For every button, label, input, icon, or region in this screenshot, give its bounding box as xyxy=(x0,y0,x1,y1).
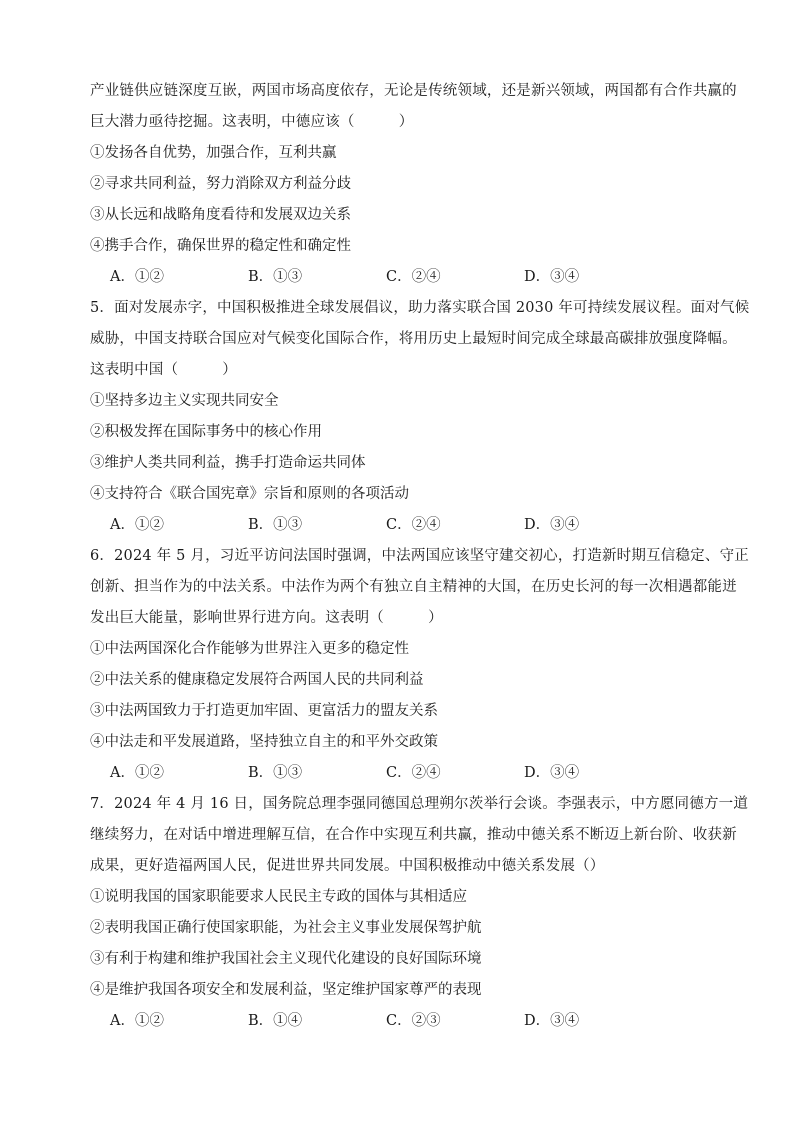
answer-options xyxy=(90,758,710,789)
statement-item: ④携手合作，确保世界的稳定性和确定性 xyxy=(90,238,351,254)
question-stem-line: 7．2024 年 4 月 16 日，国务院总理李强同德国总理朔尔茨举行会谈。李强表示，中方愿同德方一道 xyxy=(90,796,749,812)
question-4-continued xyxy=(90,76,737,293)
answer-options xyxy=(90,262,710,293)
question-stem-line: 发出巨大能量，影响世界行进方向。这表明（ ） xyxy=(90,610,443,626)
statement-item: ③有利于构建和维护我国社会主义现代化建设的良好国际环境 xyxy=(90,951,482,967)
option-b[interactable]: B．①③ xyxy=(248,765,303,781)
statement-item: ②表明我国正确行使国家职能，为社会主义事业发展保驾护航 xyxy=(90,920,482,936)
question-6 xyxy=(90,541,749,789)
question-stem-line: 继续努力，在对话中增进理解互信，在合作中实现互利共赢，推动中德关系不断迈上新台阶、收获新 xyxy=(90,827,737,843)
option-c[interactable]: C．②③ xyxy=(386,1013,441,1029)
option-b[interactable]: B．①③ xyxy=(248,269,303,285)
question-stem-line: 创新、担当作为的中法关系。中法作为两个有独立自主精神的大国，在历史长河的每一次相遇都能迸 xyxy=(90,579,737,595)
question-stem-line: 这表明中国（ ） xyxy=(90,362,237,378)
question-5 xyxy=(90,293,750,541)
option-a[interactable]: A．①② xyxy=(110,269,164,285)
question-stem-line: 6．2024 年 5 月，习近平访问法国时强调，中法两国应该坚守建交初心，打造新时期互信稳定、守正 xyxy=(90,548,749,564)
question-stem-line: 成果，更好造福两国人民，促进世界共同发展。中国积极推动中德关系发展（） xyxy=(90,858,605,874)
option-a[interactable]: A．①② xyxy=(110,1013,164,1029)
statement-item: ④是维护我国各项安全和发展利益，坚定维护国家尊严的表现 xyxy=(90,982,482,998)
option-c[interactable]: C．②④ xyxy=(386,269,441,285)
statement-item: ③维护人类共同利益，携手打造命运共同体 xyxy=(90,455,366,471)
option-b[interactable]: B．①④ xyxy=(248,1013,303,1029)
option-d[interactable]: D．③④ xyxy=(524,517,580,533)
question-stem-line: 巨大潜力亟待挖掘。这表明，中德应该（ ） xyxy=(90,114,414,130)
option-d[interactable]: D．③④ xyxy=(524,1013,580,1029)
option-b[interactable]: B．①③ xyxy=(248,517,303,533)
question-7 xyxy=(90,789,749,1037)
statement-item: ②寻求共同利益，努力消除双方利益分歧 xyxy=(90,176,351,192)
answer-options xyxy=(90,1006,710,1037)
question-stem-line: 产业链供应链深度互嵌，两国市场高度依存，无论是传统领域，还是新兴领域，两国都有合作共赢的 xyxy=(90,83,737,99)
option-a[interactable]: A．①② xyxy=(110,765,164,781)
question-stem-line: 威胁，中国支持联合国应对气候变化国际合作，将用历史上最短时间完成全球最高碳排放强度降幅。 xyxy=(90,331,737,347)
option-d[interactable]: D．③④ xyxy=(524,765,580,781)
statement-item: ①坚持多边主义实现共同安全 xyxy=(90,393,279,409)
statement-item: ①中法两国深化合作能够为世界注入更多的稳定性 xyxy=(90,641,409,657)
statement-item: ③从长远和战略角度看待和发展双边关系 xyxy=(90,207,351,223)
option-c[interactable]: C．②④ xyxy=(386,765,441,781)
option-a[interactable]: A．①② xyxy=(110,517,164,533)
statement-item: ④支持符合《联合国宪章》宗旨和原则的各项活动 xyxy=(90,486,409,502)
statement-item: ③中法两国致力于打造更加牢固、更富活力的盟友关系 xyxy=(90,703,438,719)
question-stem-line: 5．面对发展赤字，中国积极推进全球发展倡议，助力落实联合国 2030 年可持续发展议程。面对气候 xyxy=(90,300,750,316)
statement-item: ②中法关系的健康稳定发展符合两国人民的共同利益 xyxy=(90,672,424,688)
option-d[interactable]: D．③④ xyxy=(524,269,580,285)
answer-options xyxy=(90,510,710,541)
statement-item: ①说明我国的国家职能要求人民民主专政的国体与其相适应 xyxy=(90,889,467,905)
statement-item: ②积极发挥在国际事务中的核心作用 xyxy=(90,424,322,440)
statement-item: ①发扬各自优势，加强合作，互利共赢 xyxy=(90,145,337,161)
option-c[interactable]: C．②④ xyxy=(386,517,441,533)
statement-item: ④中法走和平发展道路，坚持独立自主的和平外交政策 xyxy=(90,734,438,750)
